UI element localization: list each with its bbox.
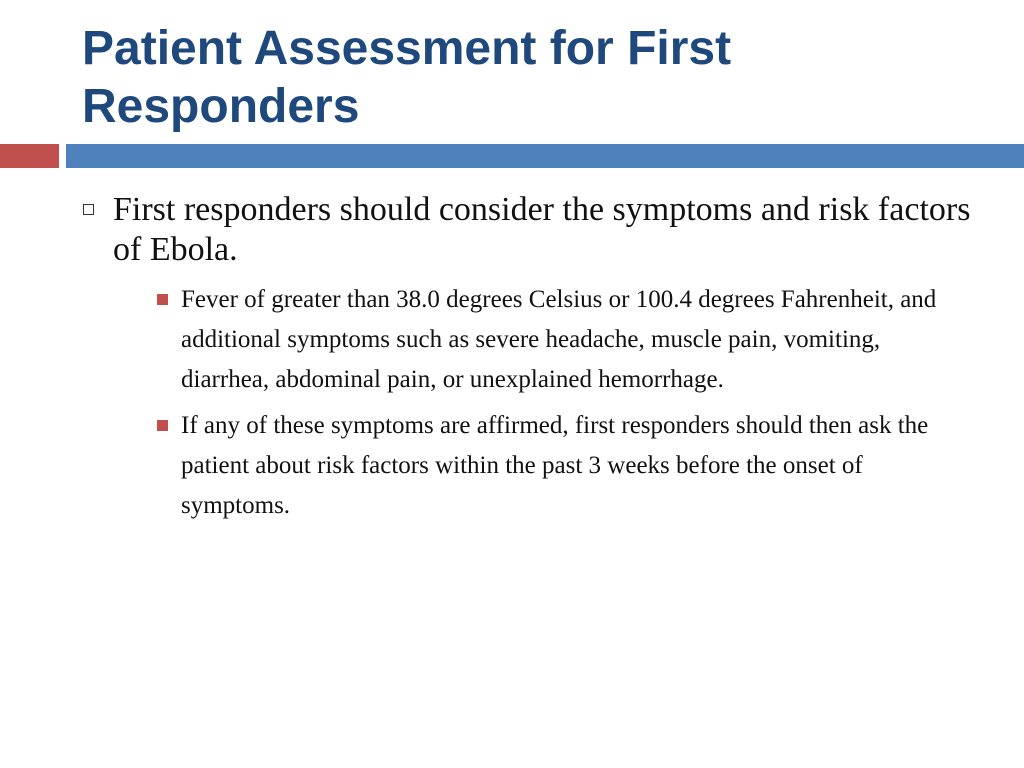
filled-square-bullet-icon [157, 294, 168, 305]
sub-bullet-list [78, 280, 978, 526]
sub-bullet-item [181, 406, 971, 526]
title-accent-bar-red [0, 144, 59, 168]
hollow-square-bullet-icon [83, 204, 94, 215]
bullet-item [78, 190, 973, 270]
title-accent-bar-blue [66, 144, 1024, 168]
sub-bullet-item [181, 280, 971, 400]
slide-body [78, 190, 978, 532]
sub-bullet-text: If any of these symptoms are affirmed, first responders should then ask the patient about risk factors within the past 3 weeks before the onset of symptoms. [181, 412, 929, 519]
slide-title: Patient Assessment for First Responders [82, 22, 732, 133]
sub-bullet-text: Fever of greater than 38.0 degrees Celsius or 100.4 degrees Fahrenheit, and additional symptoms such as severe headache, muscle pain, vomiting, diarrhea, abdominal pain, or unexplained hemorrhage. [181, 286, 937, 393]
filled-square-bullet-icon [157, 420, 168, 431]
bullet-text: First responders should consider the symptoms and risk factors of Ebola. [113, 191, 971, 268]
